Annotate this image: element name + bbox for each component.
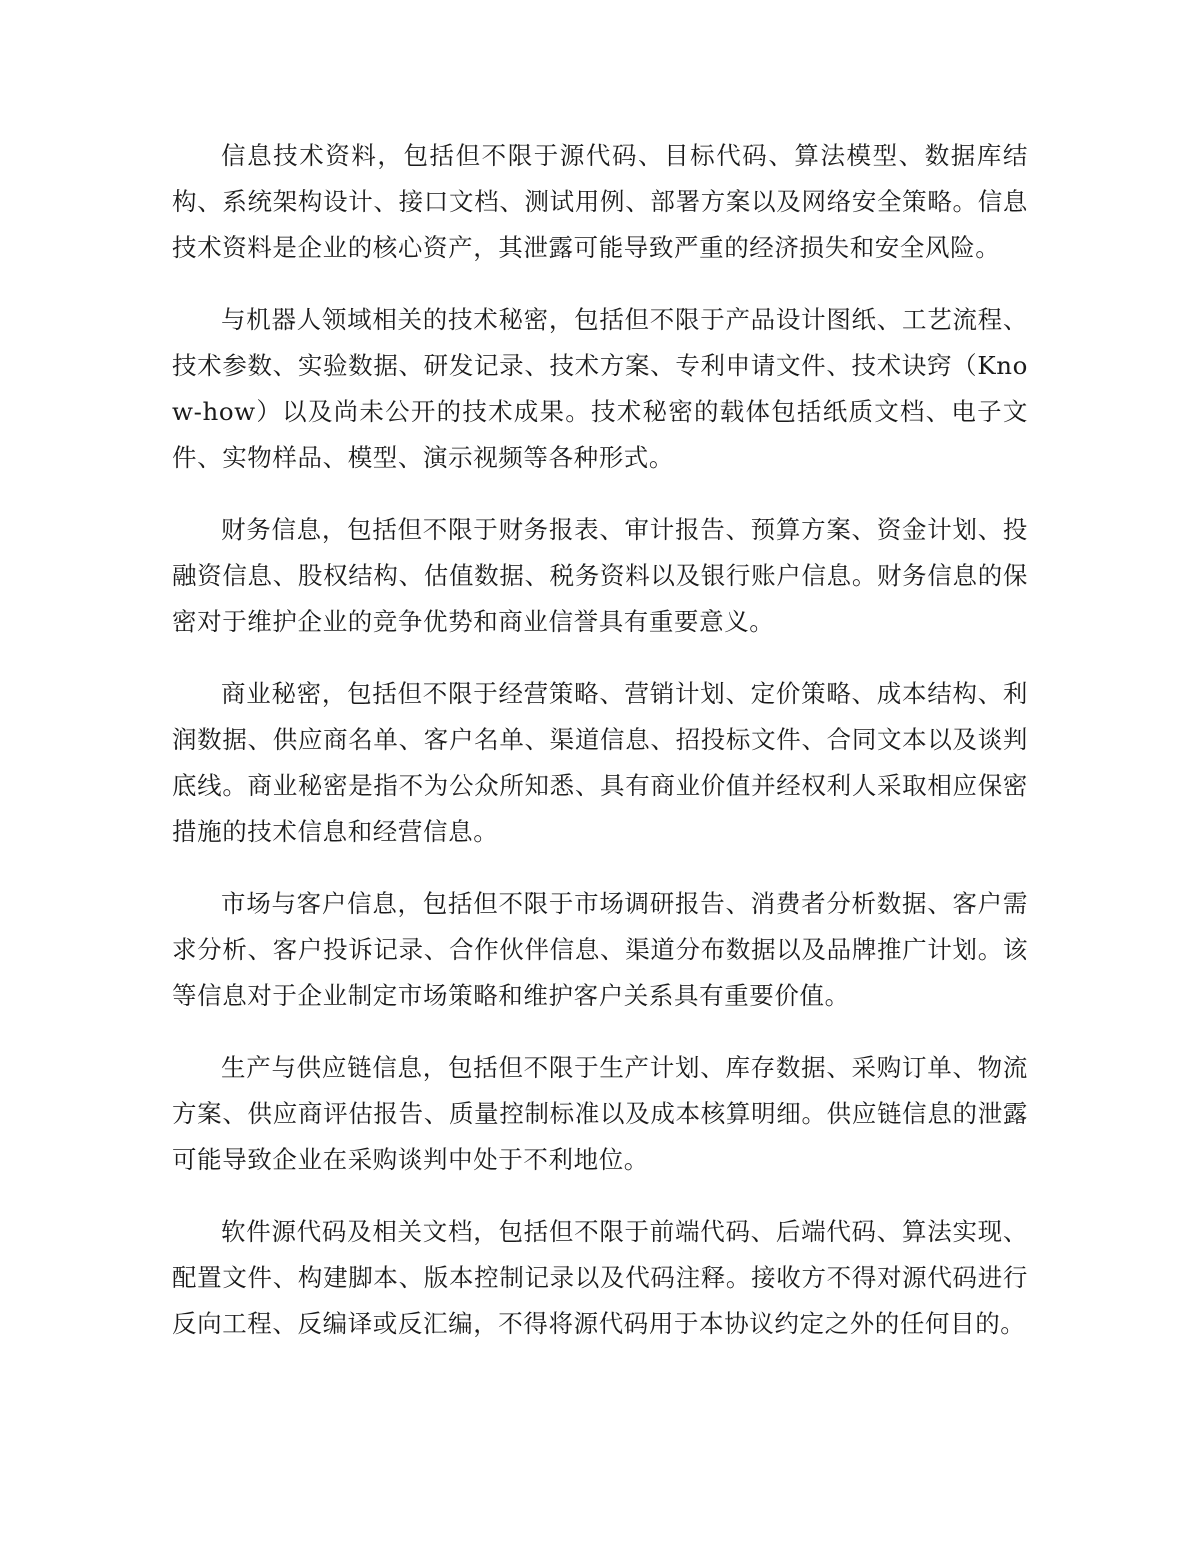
paragraph-market-customer-information: 市场与客户信息，包括但不限于市场调研报告、消费者分析数据、客户需求分析、客户投诉记录、合作伙伴信息、渠道分布数据以及品牌推广计划。该等信息对于企业制定市场策略和维护客户关系具有重要价值。 [172, 889, 1028, 1010]
paragraph-robotics-technical-secrets: 与机器人领域相关的技术秘密，包括但不限于产品设计图纸、工艺流程、技术参数、实验数据、研发记录、技术方案、专利申请文件、技术诀窍（Know-how）以及尚未公开的技术成果。技术秘密的载体包括纸质文档、电子文件、实物样品、模型、演示视频等各种形式。 [172, 305, 1028, 472]
paragraph-financial-information: 财务信息，包括但不限于财务报表、审计报告、预算方案、资金计划、投融资信息、股权结构、估值数据、税务资料以及银行账户信息。财务信息的保密对于维护企业的竞争优势和商业信誉具有重要意义。 [172, 515, 1028, 636]
paragraph-production-supply-chain: 生产与供应链信息，包括但不限于生产计划、库存数据、采购订单、物流方案、供应商评估报告、质量控制标准以及成本核算明细。供应链信息的泄露可能导致企业在采购谈判中处于不利地位。 [172, 1053, 1028, 1174]
paragraph-software-source-code: 软件源代码及相关文档，包括但不限于前端代码、后端代码、算法实现、配置文件、构建脚本、版本控制记录以及代码注释。接收方不得对源代码进行反向工程、反编译或反汇编，不得将源代码用于本协议约定之外的任何目的。 [172, 1217, 1028, 1338]
paragraph-business-secrets: 商业秘密，包括但不限于经营策略、营销计划、定价策略、成本结构、利润数据、供应商名单、客户名单、渠道信息、招投标文件、合同文本以及谈判底线。商业秘密是指不为公众所知悉、具有商业价值并经权利人采取相应保密措施的技术信息和经营信息。 [172, 679, 1028, 846]
paragraph-it-materials: 信息技术资料，包括但不限于源代码、目标代码、算法模型、数据库结构、系统架构设计、接口文档、测试用例、部署方案以及网络安全策略。信息技术资料是企业的核心资产，其泄露可能导致严重的经济损失和安全风险。 [172, 141, 1028, 262]
